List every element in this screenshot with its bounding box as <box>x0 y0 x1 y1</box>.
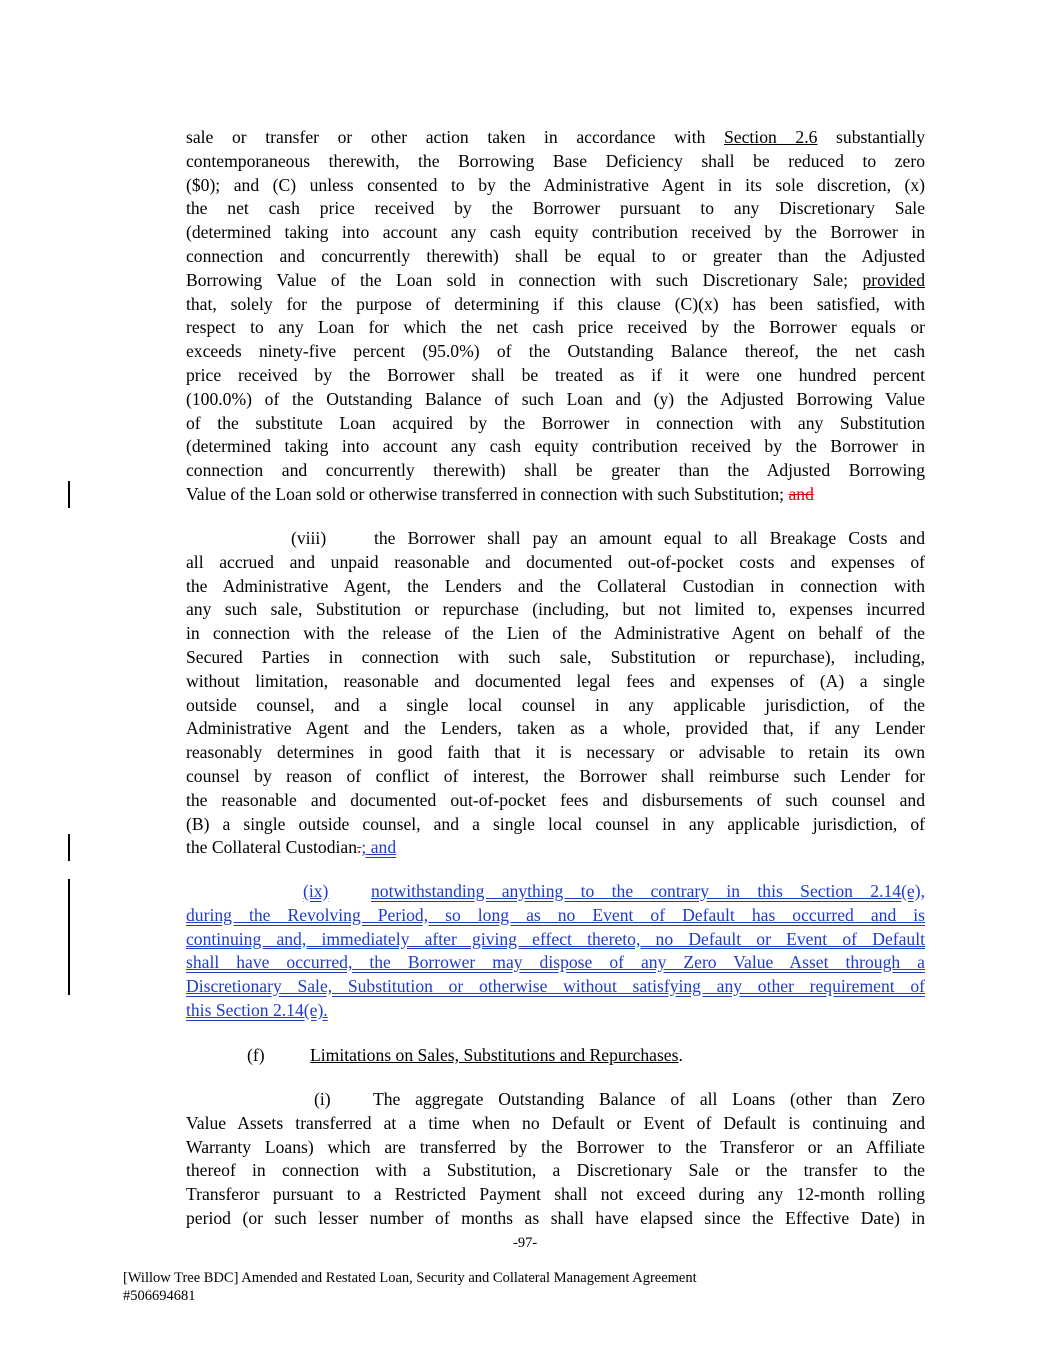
clause-ix-inserted: (ix) notwithstanding anything to the contrary in this Section 2.14(e), during the Revolving Period, so long as no Event of Default has occurred and is continuing and, immediately after giving effect thereto, no Default or Event of Default shall have occurred, the Borrower may dispose of any Zero Value Asset through a Discretionary Sale, Substitution or otherwise without satisfying any other requirement of this Section 2.14(e). <box>186 881 925 1020</box>
footer-document-title: [Willow Tree BDC] Amended and Restated Loan, Security and Collateral Management Agreement <box>123 1270 697 1286</box>
deleted-text: and <box>788 483 814 504</box>
provided-term: provided <box>862 269 925 290</box>
clause-number: (i) <box>314 1089 331 1109</box>
change-bar <box>68 481 70 508</box>
change-bar <box>68 879 70 995</box>
paragraph-continuation: sale or transfer or other action taken in accordance with Section 2.6 substantially contemporaneous therewith, the Borrowing Base Deficiency shall be reduced to zero ($0); and (C) unless consented to by the Administrative Agent in its sole discretion, (x) the net cash price received by the Borrower pursuant to any Discretionary Sale (determined taking into account any cash equity contribution received by the Borrower in connection and concurrently therewith) shall be equal to or greater than the Adjusted Borrowing Value of the Loan sold in connection with such Discretionary Sale; provided that, solely for the purpose of determining if this clause (C)(x) has been satisfied, with respect to any Loan for which the net cash price received by the Borrower equals or exceeds ninety-five percent (95.0%) of the Outstanding Balance thereof, the net cash price received by the Borrower shall be treated as if it were one hundred percent (100.0%) of the Outstanding Balance of such Loan and (y) the Adjusted Borrowing Value of the substitute Loan acquired by the Borrower in connection with any Substitution (determined taking into account any cash equity contribution received by the Borrower in connection and concurrently therewith) shall be greater than the Adjusted Borrowing Value of the Loan sold or otherwise transferred in connection with such Substitution; and <box>186 127 925 504</box>
deleted-text: . <box>357 837 362 858</box>
section-f-number: (f) <box>247 1045 265 1065</box>
inserted-text: ; and <box>361 837 397 858</box>
clause-number: (ix) <box>303 881 329 901</box>
section-reference: Section 2.6 <box>724 127 818 147</box>
section-f-heading: Limitations on Sales, Substitutions and Repurchases. <box>310 1045 683 1065</box>
clause-number: (viii) <box>291 528 327 548</box>
footer-document-id: #506694681 <box>123 1288 196 1304</box>
page-number: -97- <box>513 1235 538 1251</box>
clause-f-i: (i) The aggregate Outstanding Balance of all Loans (other than Zero Value Assets transferred at a time when no Default or Event of Default is continuing and Warranty Loans) which are transferred by the Borrower to the Transferor or an Affiliate thereof in connection with a Substitution, a Discretionary Sale or the transfer to the Transferor pursuant to a Restricted Payment shall not exceed during any 12-month rolling period (or such lesser number of months as shall have elapsed since the Effective Date) in <box>186 1089 925 1228</box>
change-bar <box>68 834 70 861</box>
clause-viii: (viii) the Borrower shall pay an amount equal to all Breakage Costs and all accrued and unpaid reasonable and documented out-of-pocket costs and expenses of the Administrative Agent, the Lenders and the Collateral Custodian in connection with any such sale, Substitution or repurchase (including, but not limited to, expenses incurred in connection with the release of the Lien of the Administrative Agent on behalf of the Secured Parties in connection with such sale, Substitution or repurchase), including, without limitation, reasonable and documented legal fees and expenses of (A) a single outside counsel, and a single local counsel in any applicable jurisdiction, of the Administrative Agent and the Lenders, taken as a whole, provided that, if any Lender reasonably determines in good faith that it is necessary or advisable to retain its own counsel by reason of conflict of interest, the Borrower shall reimburse such Lender for the reasonable and documented out-of-pocket fees and disbursements of such counsel and (B) a single outside counsel, and a single local counsel in any applicable jurisdiction, of the Collateral Custodian.; and <box>186 528 925 858</box>
